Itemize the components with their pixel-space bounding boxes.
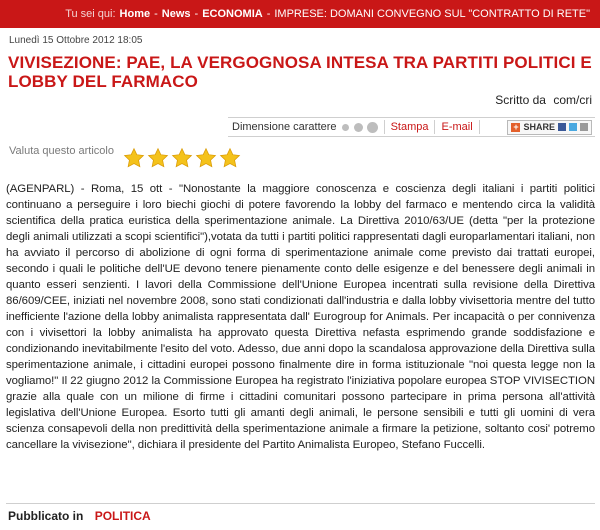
print-link[interactable]: Stampa: [390, 121, 429, 133]
font-increase-icon[interactable]: [367, 122, 378, 133]
breadcrumb-news-link[interactable]: News: [161, 8, 191, 20]
rating-star-icon[interactable]: [147, 147, 169, 169]
rating-star-icon[interactable]: [219, 147, 241, 169]
breadcrumb-separator: -: [194, 8, 199, 20]
article-body: (AGENPARL) - Roma, 15 ott - "Nonostante la maggiore conoscenza e coscienza degli italiani i partiti politici continuano a perseguire i loro biechi giochi di potere favorendo la lobby del farmaco e mentendo circa la validità scientifica della pratica euristica della sperimentazione animale. La Direttiva 2010/63/UE (detta "per la protezione degli animali utilizzati a scopi scientifici"),votata da tutti i partiti politici rappresentati dagli europarlamentari italiani, non ha avviato il percorso di abolizione di ogni forma di sperimentazione animale come previsto dai trattati europei, secondo i quali le politiche dell'UE devono tenere pienamente conto delle esigenze e del benessere degli animali in quanto esseri senzienti. I lavori della Commissione dell'Unione Europea incentrati sulla revisione della Direttiva 86/609/CEE, iniziati nel novembre 2008, sono stati condizionati dall'industria e dalla lobby vivisettoria mentre del tutto inefficiente l'azione della lobby animalista rappresentata dall' Eurogroup for Animals. Per incapacità o per connivenza con i vivisettori la lobby animalista ha approvato questa Direttiva nefasta esprimendo grande soddisfazione e condizionando inevitabilmente l'esito del voto. Adesso, due anni dopo la scandalosa approvazione della Direttiva sulla sperimentazione animale, i cittadini europei possono finalmente dire in forma istituzionale "noi questa legge non la vogliamo!" Il 22 giugno 2012 la Commissione Europea ha registrato l'iniziativa popolare europea STOP VIVISECTION grazie alla quale con un milione di firme i cittadini comunitari possono partecipare in prima persona all'attività legislativa dell'Unione Europea. Esorto tutti gli amanti degli animali, le persone sensibili e tutti gli uomini di vera scienza consapevoli della non predittività della sperimentazione animale a firmare la petizione, soltanto cosi' potremo cancellare la vivisezione", dichiara il presidente del Partito Animalista Europeo, Stefano Fuccelli.: [6, 183, 595, 451]
share-button[interactable]: [507, 120, 592, 135]
article-title: VIVISEZIONE: PAE, LA VERGOGNOSA INTESA TRA PARTITI POLITICI E LOBBY DEL FARMACO: [8, 53, 592, 91]
share-label: SHARE: [523, 122, 555, 132]
breadcrumb: [0, 0, 600, 28]
breadcrumb-economia-link[interactable]: ECONOMIA: [202, 8, 263, 20]
breadcrumb-label: Tu sei qui:: [65, 8, 116, 20]
font-decrease-icon[interactable]: [342, 124, 349, 131]
breadcrumb-current: IMPRESE: DOMANI CONVEGNO SUL "CONTRATTO DI RETE": [274, 8, 590, 20]
rating-star-icon[interactable]: [195, 147, 217, 169]
toolbar-divider: [479, 120, 480, 134]
author-label: Scritto da: [495, 93, 546, 107]
email-share-icon: [580, 123, 588, 131]
rating-star-icon[interactable]: [123, 147, 145, 169]
rating-widget: [9, 145, 241, 169]
rating-star-icon[interactable]: [171, 147, 193, 169]
font-size-label: Dimensione carattere: [232, 121, 337, 133]
rating-stars: [123, 147, 241, 169]
published-in: [8, 509, 151, 523]
author-name: com/cri: [553, 93, 592, 107]
font-reset-icon[interactable]: [354, 123, 363, 132]
facebook-icon: [558, 123, 566, 131]
category-link[interactable]: POLITICA: [94, 509, 151, 523]
toolbar-divider: [434, 120, 435, 134]
article-toolbar: [228, 117, 595, 137]
rating-label: Valuta questo articolo: [9, 145, 114, 157]
breadcrumb-separator: -: [266, 8, 271, 20]
breadcrumb-home-link[interactable]: Home: [119, 8, 151, 20]
breadcrumb-separator: -: [154, 8, 158, 20]
email-link[interactable]: E-mail: [441, 121, 473, 133]
twitter-icon: [569, 123, 577, 131]
footer-divider: [6, 503, 595, 504]
article-author: [495, 93, 592, 107]
share-plus-icon: +: [513, 121, 519, 132]
article-date: Lunedì 15 Ottobre 2012 18:05: [9, 35, 143, 46]
published-label: Pubblicato in: [8, 509, 84, 523]
toolbar-divider: [384, 120, 385, 134]
